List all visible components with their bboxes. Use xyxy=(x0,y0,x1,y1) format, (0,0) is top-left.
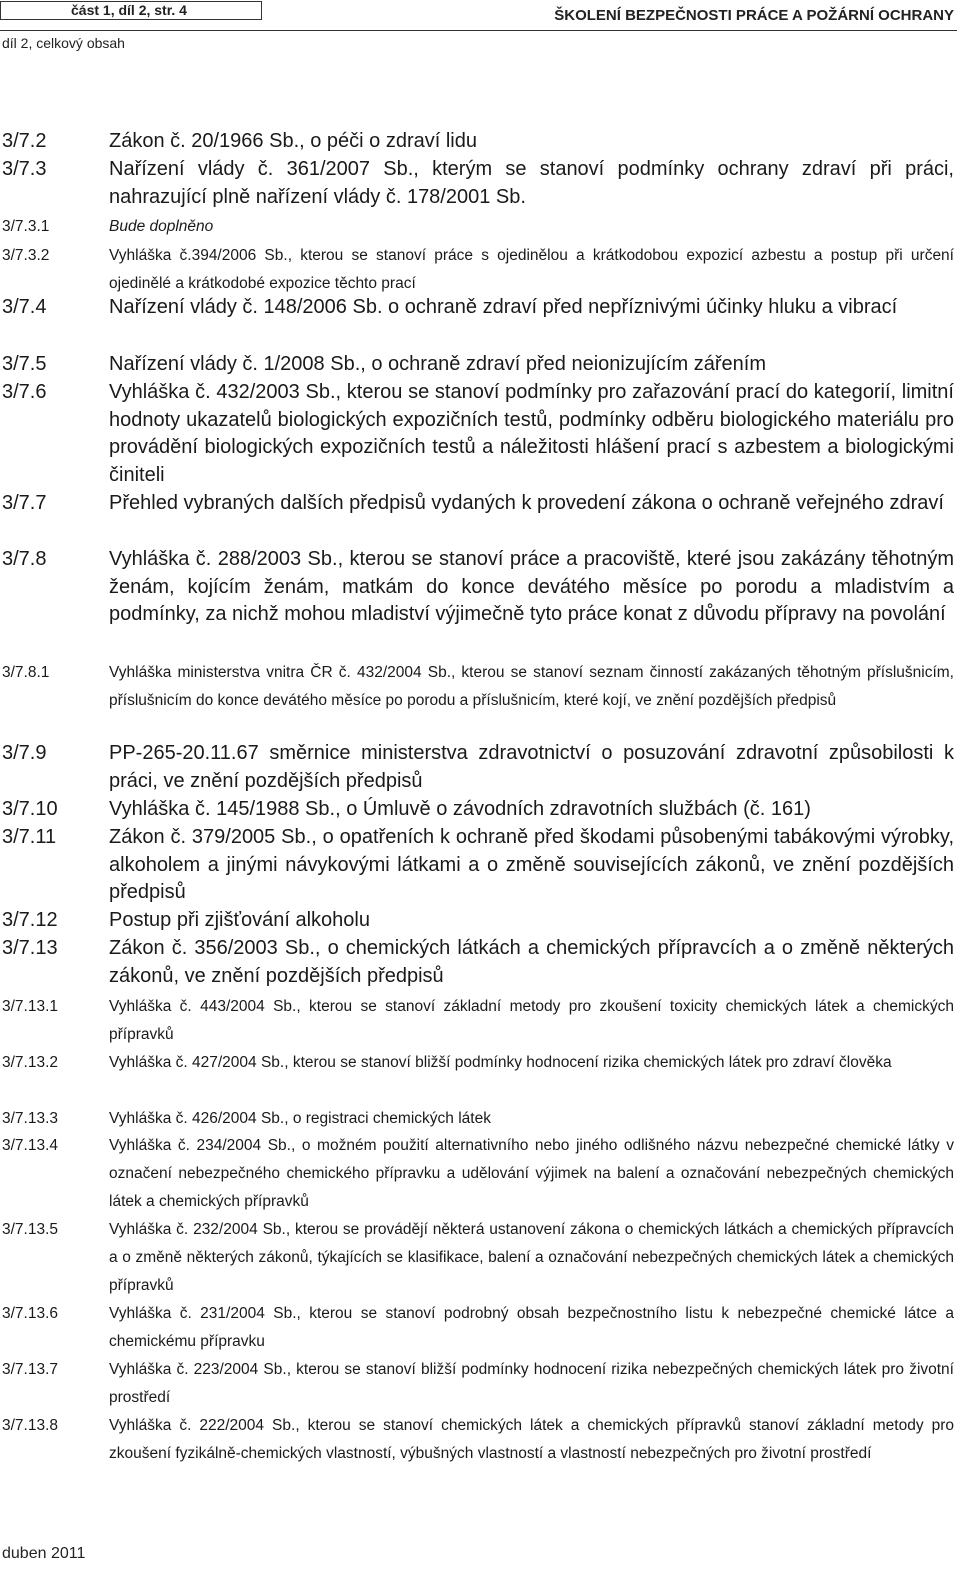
section-label: část 1, díl 2, str. 4 xyxy=(0,1,262,20)
toc-entry-text: Vyhláška č. 427/2004 Sb., kterou se stanoví bližší podmínky hodnocení rizika chemických látek pro zdraví člověka xyxy=(109,1054,892,1071)
toc-entry-number: 3/7.13 xyxy=(2,937,58,959)
header-subtitle: díl 2, celkový obsah xyxy=(2,35,125,51)
toc-entry-text: Vyhláška č. 223/2004 Sb., kterou se stanoví bližší podmínky hodnocení rizika nebezpečných chemických látek pro životní prostředí xyxy=(109,1361,954,1406)
toc-entry-number: 3/7.3.1 xyxy=(2,218,50,235)
toc-entry-text: Vyhláška č. 443/2004 Sb., kterou se stanoví základní metody pro zkoušení toxicity chemických látek a chemických přípravků xyxy=(109,998,954,1043)
toc-entry-number: 3/7.4 xyxy=(2,296,47,318)
toc-entry-text: Vyhláška č. 231/2004 Sb., kterou se stanoví podrobný obsah bezpečnostního listu k nebezpečné chemické látce a chemickému přípravku xyxy=(109,1305,954,1350)
toc-entry-number: 3/7.13.6 xyxy=(2,1305,59,1322)
publication-title: ŠKOLENÍ BEZPEČNOSTI PRÁCE A POŽÁRNÍ OCHRANY xyxy=(554,7,954,24)
toc-entry-number: 3/7.2 xyxy=(2,130,47,152)
toc-entry-text: Zákon č. 379/2005 Sb., o opatřeních k ochraně před škodami působenými tabákovými výrobky, alkoholem a jinými návykovými látkami a o změně souvisejících zákonů, ve znění pozdějších předpisů xyxy=(109,826,954,903)
toc-entry-number: 3/7.12 xyxy=(2,909,58,931)
header-rule xyxy=(0,30,957,31)
toc-entry-number: 3/7.8.1 xyxy=(2,664,50,681)
toc-entry-text: Přehled vybraných dalších předpisů vydaných k provedení zákona o ochraně veřejného zdraví xyxy=(109,492,944,514)
footer-date: duben 2011 xyxy=(2,1545,86,1562)
toc-entry-number: 3/7.13.4 xyxy=(2,1137,59,1154)
toc-entry-text: Vyhláška č. 232/2004 Sb., kterou se provádějí některá ustanovení zákona o chemických látkách a chemických přípravcích a o změně některých zákonů, týkajících se klasifikace, balení a označování nebezpečných chemických látek a chemických přípravků xyxy=(109,1221,954,1294)
toc-entry-text: Vyhláška č. 288/2003 Sb., kterou se stanoví práce a pracoviště, které jsou zakázány těhotným ženám, kojícím ženám, matkám do konce devátého měsíce po porodu a mladistvím a podmínky, za nichž mohou mladiství výjimečně tyto práce konat z důvodu přípravy na povolání xyxy=(109,548,954,625)
toc-entry-number: 3/7.3.2 xyxy=(2,247,50,264)
toc-entry-text: Vyhláška č.394/2006 Sb., kterou se stanoví práce s ojedinělou a krátkodobou expozicí azbestu a postup při určení ojedinělé a krátkodobé expozice těchto prací xyxy=(109,247,954,292)
toc-entry-number: 3/7.10 xyxy=(2,798,58,820)
toc-entry-text: Postup při zjišťování alkoholu xyxy=(109,909,370,931)
toc-entry-number: 3/7.11 xyxy=(2,826,57,848)
toc-entry-text: PP-265-20.11.67 směrnice ministerstva zdravotnictví o posuzování zdravotní způsobilosti k práci, ve znění pozdějších předpisů xyxy=(109,742,954,792)
toc-entry-text: Nařízení vlády č. 1/2008 Sb., o ochraně zdraví před neionizujícím zářením xyxy=(109,353,767,375)
toc-entry-text: Bude doplněno xyxy=(109,218,214,235)
toc-entry-text: Vyhláška ministerstva vnitra ČR č. 432/2004 Sb., kterou se stanoví seznam činností zakázaných těhotným příslušnicím, příslušnicím do konce devátého měsíce po porodu a příslušnicím, které kojí, ve znění pozdějších předpisů xyxy=(109,664,954,709)
toc-entry-text: Vyhláška č. 432/2003 Sb., kterou se stanoví podmínky pro zařazování prací do kategorií, limitní hodnoty ukazatelů biologických expozičních testů, podmínky odběru biologického materiálu pro provádění biologických expozičních testů a náležitosti hlášení prací s azbestem a biologickými činiteli xyxy=(109,381,954,486)
toc-entry-number: 3/7.13.2 xyxy=(2,1054,59,1071)
page-header xyxy=(0,0,960,58)
toc-entry-text: Nařízení vlády č. 148/2006 Sb. o ochraně zdraví před nepříznivými účinky hluku a vibrací xyxy=(109,296,898,318)
toc-entry-number: 3/7.5 xyxy=(2,353,47,375)
toc-entry-text: Vyhláška č. 426/2004 Sb., o registraci chemických látek xyxy=(109,1110,491,1127)
toc-entry-number: 3/7.9 xyxy=(2,742,47,764)
toc-entry-text: Vyhláška č. 234/2004 Sb., o možném použití alternativního nebo jiného odlišného názvu nebezpečné chemické látky v označení nebezpečného chemického přípravku a udělování výjimek na balení a označování nebezpečných chemických látek a chemických přípravků xyxy=(109,1137,954,1210)
toc-entry-number: 3/7.13.5 xyxy=(2,1221,59,1238)
toc-entry-text: Zákon č. 356/2003 Sb., o chemických látkách a chemických přípravcích a o změně některých zákonů, ve znění pozdějších předpisů xyxy=(109,937,954,987)
toc-entry-text: Vyhláška č. 145/1988 Sb., o Úmluvě o závodních zdravotních službách (č. 161) xyxy=(109,798,811,820)
toc-entry-number: 3/7.3 xyxy=(2,158,47,180)
toc-entry-number: 3/7.13.7 xyxy=(2,1361,59,1378)
toc-entry-number: 3/7.13.8 xyxy=(2,1417,59,1434)
toc-entry-number: 3/7.13.3 xyxy=(2,1110,59,1127)
toc-entry-number: 3/7.7 xyxy=(2,492,47,514)
toc-entry-number: 3/7.8 xyxy=(2,548,47,570)
toc-entry-text: Zákon č. 20/1966 Sb., o péči o zdraví lidu xyxy=(109,130,477,152)
toc-entry-number: 3/7.13.1 xyxy=(2,998,59,1015)
toc-entry-text: Nařízení vlády č. 361/2007 Sb., kterým se stanoví podmínky ochrany zdraví při práci, nahrazující plně nařízení vlády č. 178/2001 Sb. xyxy=(109,158,954,208)
toc-entry-number: 3/7.6 xyxy=(2,381,47,403)
toc-entry-text: Vyhláška č. 222/2004 Sb., kterou se stanoví chemických látek a chemických přípravků stanoví základní metody pro zkoušení fyzikálně-chemických vlastností, výbušných vlastností a vlastností nebezpečných pro životní prostředí xyxy=(109,1417,954,1462)
